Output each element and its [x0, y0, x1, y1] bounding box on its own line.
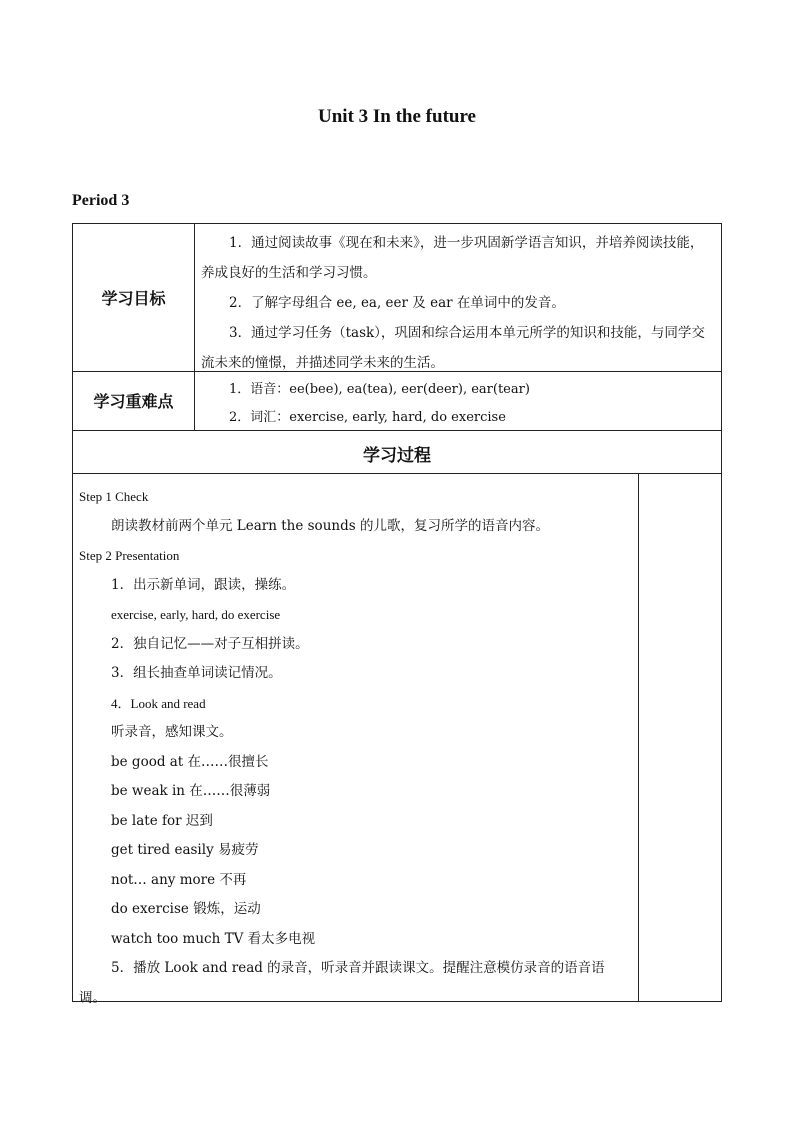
step-heading: Step 1 Check — [79, 489, 149, 504]
objectives-content — [201, 228, 716, 378]
page-title: Unit 3 In the future — [318, 106, 476, 127]
objective-item: 1．通过阅读故事《现在和未来》，进一步巩固新学语言知识，并培养阅读技能，养成良好的生活和学习习惯。 — [201, 235, 704, 281]
process-line: 1．出示新单词，跟读，操练。 — [111, 576, 296, 593]
phrase-line: be good at 在……很擅长 — [111, 753, 269, 770]
process-line: 4．Look and read — [111, 695, 206, 711]
objectives-label: 学习目标 — [101, 289, 166, 308]
key-point-item: 1．语音：ee(bee), ea(tea), eer(deer), ear(tear) — [229, 382, 530, 397]
key-points-content — [201, 376, 716, 432]
key-points-label: 学习重难点 — [93, 392, 174, 411]
column-divider — [638, 473, 639, 1002]
step-heading: Step 2 Presentation — [79, 548, 180, 563]
phrase-line: watch too much TV 看太多电视 — [111, 930, 316, 947]
objective-item: 3．通过学习任务（task），巩固和综合运用本单元所学的知识和技能，与同学交流未来的憧憬，并描述同学未来的生活。 — [201, 325, 705, 371]
process-line: 朗读教材前两个单元 Learn the sounds 的儿歌，复习所学的语音内容。 — [111, 517, 549, 534]
phrase-line: be weak in 在……很薄弱 — [111, 783, 271, 799]
lesson-table — [72, 223, 722, 1006]
phrase-line: not… any more 不再 — [111, 871, 247, 888]
phrase-line: get tired easily 易疲劳 — [111, 842, 259, 858]
phrase-line: do exercise 锻炼，运动 — [111, 901, 261, 917]
phrase-line: be late for 迟到 — [111, 812, 213, 829]
process-line: 2．独自记忆——对子互相拼读。 — [111, 635, 309, 652]
process-content — [79, 482, 631, 1013]
process-line: 5．播放 Look and read 的录音，听录音并跟读课文。提醒注意模仿录音的语音语调。 — [79, 960, 605, 1006]
process-line: exercise, early, hard, do exercise — [111, 607, 281, 622]
period-heading: Period 3 — [72, 192, 130, 209]
key-point-item: 2．词汇：exercise, early, hard, do exercise — [229, 410, 506, 425]
objective-item: 2．了解字母组合 ee, ea, eer 及 ear 在单词中的发音。 — [229, 295, 565, 311]
process-header: 学习过程 — [363, 446, 431, 466]
process-line: 3．组长抽查单词读记情况。 — [111, 665, 282, 681]
row-divider — [73, 473, 721, 474]
column-divider — [194, 224, 195, 430]
process-line: 听录音，感知课文。 — [111, 724, 233, 740]
